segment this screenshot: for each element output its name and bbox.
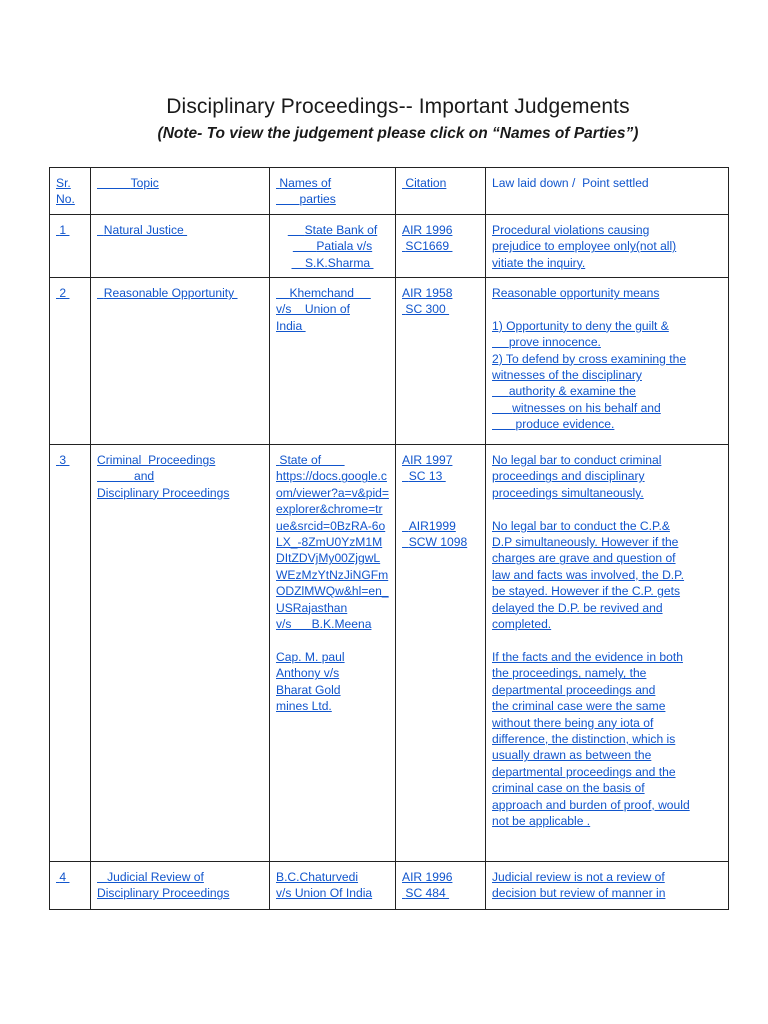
law-link[interactable]: No legal bar to conduct criminal proceedings and disciplinary proceedings simultaneously. No legal bar to conduct the C.P.& D.P simultaneously. However if the charges are grave and question of law and facts was involved, the D.P. be stayed. However if the C.P. gets delayed the D.P. be revived and completed. If the facts and the evidence in both the proceedings, namely, the departmental proceedings and the criminal case were the same without there being any iota of difference, the distinction, which is usually drawn as between the departmental proceedings and the criminal case on the basis of approach and burden of proof, would not be applicable . [492, 453, 690, 828]
sr-no-link[interactable]: 4 [56, 870, 70, 885]
header-law-text: Law laid down / Point settled [492, 176, 649, 190]
header-sr-no [50, 168, 91, 215]
header-citation-text: Citation [402, 176, 447, 190]
document-title: Disciplinary Proceedings-- Important Judgements [166, 95, 630, 118]
citation-link[interactable]: AIR 1958 SC 300 [402, 286, 453, 317]
table-row [50, 445, 729, 862]
topic-link[interactable]: Natural Justice [97, 222, 188, 237]
row-topic [91, 445, 270, 862]
header-law [486, 168, 729, 215]
row-law [486, 214, 729, 277]
parties-link[interactable]: State of https://docs.google.com/viewer?a=v&pid=explorer&chrome=true&srcid=0BzRA-6oLX_-8ZmU0YzM1MDItZDVjMy00ZjgwLWEzMzYtNzJiNGFmODZlMWQw&hl=en_USRajasthan v/s B.K.Meena Cap. M. paul Anthony v/s Bharat Gold mines Ltd. [276, 453, 389, 714]
row-parties [270, 445, 396, 862]
sr-no-link[interactable]: 2 [56, 286, 70, 301]
row-sr-no [50, 214, 91, 277]
row-topic [91, 862, 270, 910]
parties-link[interactable]: State Bank of Patiala v/s S.K.Sharma [304, 222, 378, 270]
row-topic [91, 214, 270, 277]
sr-no-link[interactable]: 3 [56, 453, 70, 468]
row-parties [270, 278, 396, 445]
row-topic [91, 278, 270, 445]
row-parties [270, 862, 396, 910]
row-law [486, 278, 729, 445]
table-header-row [50, 168, 729, 215]
table-row [50, 278, 729, 445]
row-parties [270, 214, 396, 277]
citation-link[interactable]: AIR 1996 SC1669 [402, 222, 453, 254]
row-citation [396, 278, 486, 445]
row-citation [396, 862, 486, 910]
topic-link[interactable]: Reasonable Opportunity [97, 286, 238, 301]
row-sr-no [50, 278, 91, 445]
table-row [50, 214, 729, 277]
row-sr-no [50, 445, 91, 862]
header-topic [91, 168, 270, 215]
header-parties [270, 168, 396, 215]
header-parties-text: Names of parties [279, 176, 336, 207]
law-link[interactable]: Judicial review is not a review of decision but review of manner in [492, 870, 666, 901]
judgements-table [49, 167, 729, 910]
header-topic-text: Topic [97, 176, 159, 190]
header-citation [396, 168, 486, 215]
law-link[interactable]: Reasonable opportunity means 1) Opportunity to deny the guilt & prove innocence. 2) To defend by cross examining the witnesses of the disciplinary authority & examine the witnesses on his behalf and produce evidence. [492, 286, 687, 432]
row-law [486, 445, 729, 862]
document-note: (Note- To view the judgement please click on “Names of Parties”) [157, 125, 639, 142]
topic-link[interactable]: Criminal Proceedings and Disciplinary Proceedings [97, 453, 230, 500]
parties-link[interactable]: Khemchand v/s Union of India [276, 286, 354, 333]
row-sr-no [50, 862, 91, 910]
parties-link[interactable]: B.C.Chaturvedi v/s Union Of India [276, 870, 373, 901]
law-link[interactable]: Procedural violations causing prejudice to employee only(not all) vitiate the inquiry. [492, 222, 677, 270]
row-law [486, 862, 729, 910]
header-sr-no-text: Sr. No. [56, 176, 75, 207]
table-row [50, 862, 729, 910]
citation-link[interactable]: AIR 1996 SC 484 [402, 870, 453, 901]
row-citation [396, 214, 486, 277]
topic-link[interactable]: Judicial Review of Disciplinary Proceedings [97, 870, 230, 901]
citation-link[interactable]: AIR 1997 SC 13 AIR1999 SCW 1098 [402, 453, 468, 550]
sr-no-link[interactable]: 1 [56, 222, 70, 237]
row-citation [396, 445, 486, 862]
